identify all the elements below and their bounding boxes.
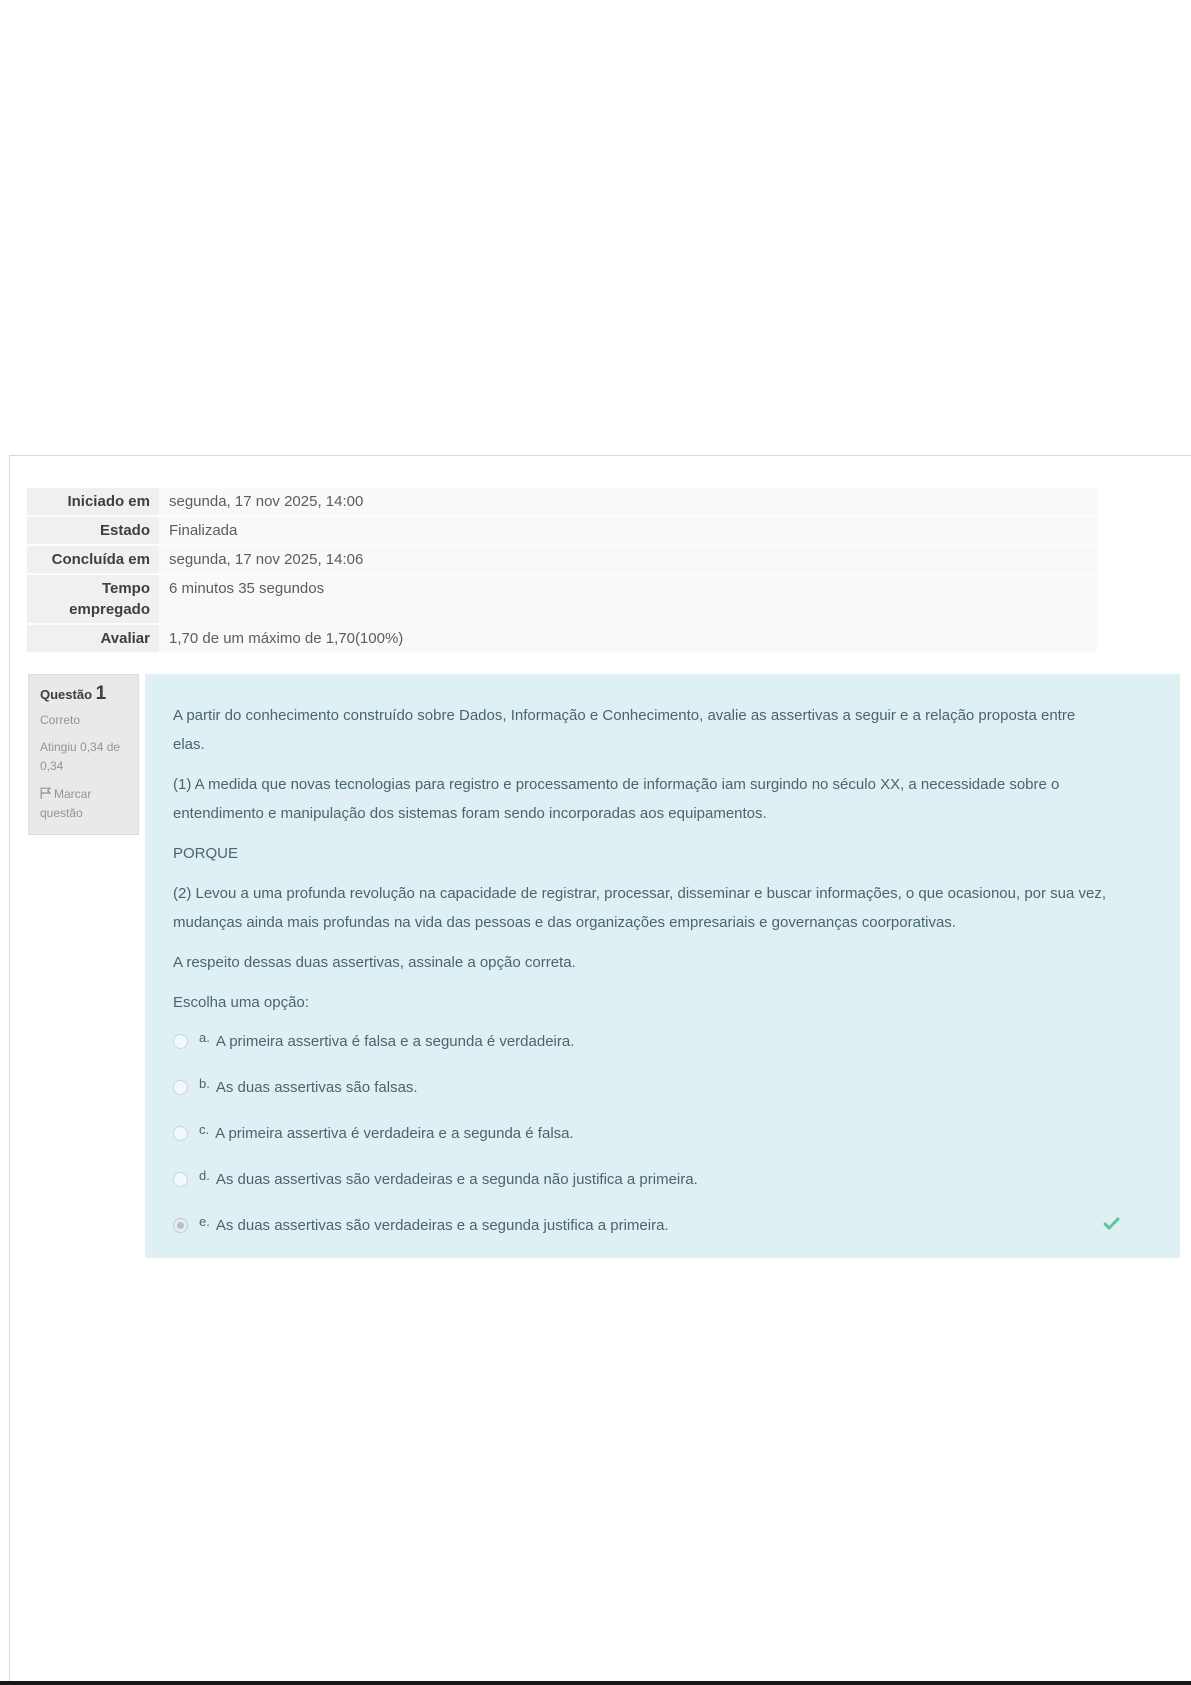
radio-option-e-selected[interactable] (173, 1218, 188, 1233)
correct-check-icon (1103, 1217, 1120, 1234)
option-text: As duas assertivas são verdadeiras e a segunda justifica a primeira. (215, 1217, 669, 1234)
quiz-review-panel (9, 455, 1191, 1681)
answer-option-e (173, 1215, 1150, 1236)
answer-option-c (173, 1123, 1150, 1144)
summary-label: Estado (27, 517, 159, 546)
flag-icon (40, 787, 51, 799)
question-number-value: 1 (95, 683, 107, 704)
table-row (27, 546, 1097, 575)
table-row (27, 625, 1097, 654)
question-intro: A partir do conhecimento construído sobre Dados, Informação e Conhecimento, avalie as assertivas a seguir e a relação proposta entre elas. (173, 707, 1076, 753)
status-badge: Correto (40, 713, 81, 727)
grade-text: Atingiu 0,34 de 0,34 (40, 740, 121, 773)
option-text: A primeira assertiva é falsa e a segunda é verdadeira. (215, 1033, 575, 1050)
flag-label: Marcar questão (40, 787, 92, 820)
radio-option-c[interactable] (173, 1126, 188, 1141)
radio-option-d[interactable] (173, 1172, 188, 1187)
table-row (27, 517, 1097, 546)
question-content (145, 674, 1180, 1258)
attempt-summary-table (27, 488, 1097, 654)
table-row (27, 488, 1097, 517)
assertive-1: (1) A medida que novas tecnologias para registro e processamento de informação iam surgindo no século XX, a necessidade sobre o entendimento e manipulação dos sistemas foram sendo incorporadas aos equipamentos. (173, 776, 1060, 822)
summary-value: segunda, 17 nov 2025, 14:06 (159, 546, 1097, 575)
summary-value: 1,70 de um máximo de 1,70(100%) (159, 625, 1097, 654)
radio-option-b[interactable] (173, 1080, 188, 1095)
option-letter: b. (199, 1076, 210, 1091)
option-letter: a. (199, 1030, 210, 1045)
answer-option-b (173, 1077, 1150, 1098)
radio-option-a[interactable] (173, 1034, 188, 1049)
option-letter: c. (199, 1122, 210, 1137)
summary-value: Finalizada (159, 517, 1097, 546)
summary-label: Tempo empregado (27, 575, 159, 625)
summary-label: Avaliar (27, 625, 159, 654)
summary-value: 6 minutos 35 segundos (159, 575, 1097, 625)
summary-value: segunda, 17 nov 2025, 14:00 (159, 488, 1097, 517)
question-info-box (28, 674, 139, 835)
answer-options (173, 1031, 1150, 1236)
option-text: A primeira assertiva é verdadeira e a segunda é falsa. (215, 1125, 574, 1142)
choice-prompt: Escolha uma opção: (173, 994, 309, 1011)
connector-porque: PORQUE (173, 845, 239, 862)
page-bottom-divider (0, 1681, 1191, 1685)
question-1-block (28, 674, 1191, 1258)
question-number-label: Questão (40, 687, 93, 702)
answer-option-a (173, 1031, 1150, 1052)
option-text: As duas assertivas são falsas. (215, 1079, 418, 1096)
option-text: As duas assertivas são verdadeiras e a segunda não justifica a primeira. (215, 1171, 698, 1188)
flag-question-link[interactable] (40, 785, 128, 822)
question-closing: A respeito dessas duas assertivas, assinale a opção correta. (173, 954, 576, 971)
option-letter: d. (199, 1168, 210, 1183)
assertive-2: (2) Levou a uma profunda revolução na capacidade de registrar, processar, disseminar e buscar informações, o que ocasionou, por sua vez, mudanças ainda mais profundas na vida das pessoas e das organizações empresariais e governanças coorporativas. (173, 885, 1107, 931)
summary-label: Iniciado em (27, 488, 159, 517)
answer-option-d (173, 1169, 1150, 1190)
summary-label: Concluída em (27, 546, 159, 575)
table-row (27, 575, 1097, 625)
option-letter: e. (199, 1214, 210, 1229)
question-number (40, 683, 128, 704)
